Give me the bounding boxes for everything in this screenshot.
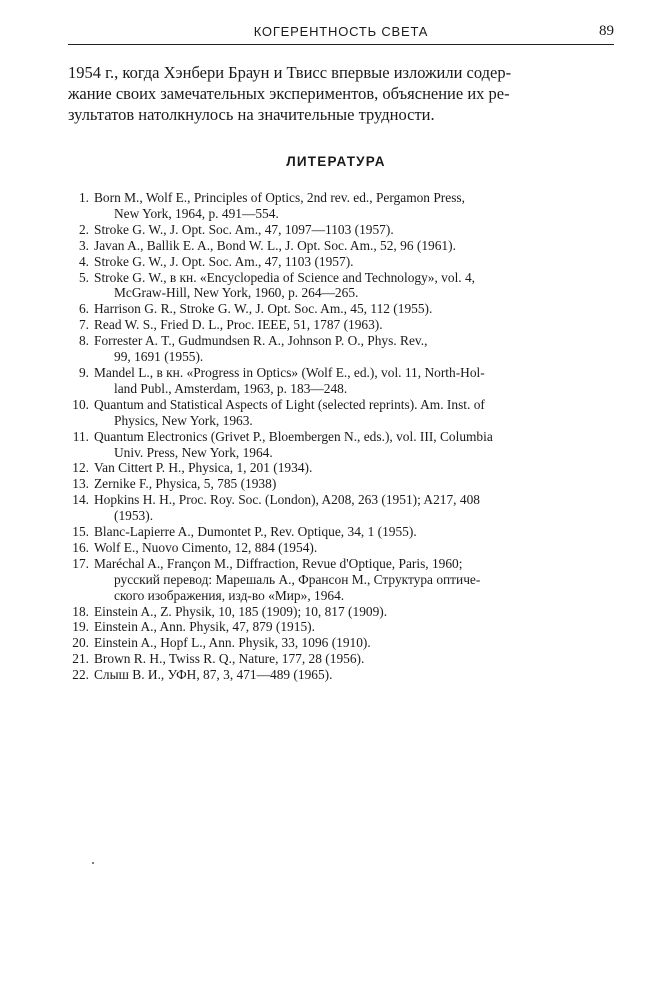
reference-line: Born M., Wolf E., Principles of Optics, 2nd rev. ed., Pergamon Press, [94,190,465,205]
reference-item [68,619,614,635]
reference-text [94,222,614,238]
reference-item [68,301,614,317]
reference-number: 4. [78,253,89,269]
reference-text [94,333,614,365]
references-list [68,190,614,683]
page-number: 89 [599,23,614,39]
reference-item [68,604,614,620]
reference-text [94,619,614,635]
reference-line: New York, 1964, p. 491—554. [114,205,279,221]
reference-number: 12. [72,460,89,476]
reference-item [68,667,614,683]
reference-item [68,190,614,222]
reference-number: 10. [72,396,89,412]
reference-text [94,397,614,429]
reference-number: 9. [78,364,89,380]
reference-number: 15. [72,524,89,540]
reference-line: Mandel L., в кн. «Progress in Optics» (Wolf E., ed.), vol. 11, North-Hol- [94,364,485,380]
reference-text [94,635,614,651]
reference-line: Maréchal A., Françon M., Diffraction, Revue d'Optique, Paris, 1960; [94,555,463,571]
reference-number: 14. [72,492,89,508]
reference-item [68,540,614,556]
running-title: КОГЕРЕНТНОСТЬ СВЕТА [253,24,429,39]
reference-line: Read W. S., Fried D. L., Proc. IEEE, 51, 1787 (1963). [94,317,383,333]
reference-text [94,524,614,540]
reference-number: 7. [78,317,89,333]
reference-text [94,460,614,476]
reference-text [94,254,614,270]
reference-text [94,556,614,604]
reference-number: 2. [78,221,89,237]
reference-line: Einstein A., Z. Physik, 10, 185 (1909); 10, 817 (1909). [94,603,388,619]
reference-line: 99, 1691 (1955). [114,349,204,365]
reference-item [68,476,614,492]
reference-text [94,190,614,222]
reference-number: 16. [72,539,89,555]
reference-text [94,365,614,397]
reference-item [68,492,614,524]
reference-number: 21. [72,651,89,667]
reference-line: Stroke G. W., J. Opt. Soc. Am., 47, 1097—1103 (1957). [94,221,394,237]
reference-text [94,238,614,254]
reference-number: 3. [78,237,89,253]
reference-item [68,556,614,604]
reference-line: (1953). [114,508,154,524]
reference-number: 19. [72,619,89,635]
reference-line: Forrester A. T., Gudmundsen R. A., Johnson P. O., Phys. Rev., [94,333,428,349]
reference-line: Brown R. H., Twiss R. Q., Nature, 177, 28 (1956). [94,651,365,667]
reference-item [68,429,614,461]
reference-number: 6. [78,301,89,317]
reference-text [94,476,614,492]
reference-text [94,270,614,302]
print-speck [92,862,94,864]
reference-line: Quantum and Statistical Aspects of Light (selected reprints). Am. Inst. of [94,396,485,412]
reference-line: Stroke G. W., J. Opt. Soc. Am., 47, 1103 (1957). [94,253,354,269]
reference-line: Wolf E., Nuovo Cimento, 12, 884 (1954). [94,539,318,555]
reference-text [94,429,614,461]
reference-item [68,524,614,540]
reference-number: 8. [78,333,89,349]
reference-number: 13. [72,476,89,492]
reference-line: Blanc-Lapierre A., Dumontet P., Rev. Optique, 34, 1 (1955). [94,524,417,540]
reference-line: Van Cittert P. H., Physica, 1, 201 (1934). [94,460,313,476]
reference-line: Einstein A., Hopf L., Ann. Physik, 33, 1096 (1910). [94,635,371,651]
intro-line: зультатов натолкнулось на значительные трудности. [68,105,435,124]
intro-paragraph [68,62,614,125]
reference-item [68,460,614,476]
reference-line: Quantum Electronics (Grivet P., Bloembergen N., eds.), vol. III, Columbia [94,428,493,444]
reference-text [94,301,614,317]
reference-line: Javan A., Ballik E. A., Bond W. L., J. Opt. Soc. Am., 52, 96 (1961). [94,237,456,253]
reference-number: 17. [72,555,89,571]
reference-item [68,254,614,270]
reference-item [68,651,614,667]
reference-line: Univ. Press, New York, 1964. [114,444,273,460]
running-header [68,22,614,45]
reference-text [94,317,614,333]
reference-item [68,222,614,238]
reference-line: Stroke G. W., в кн. «Encyclopedia of Science and Technology», vol. 4, [94,269,476,285]
reference-line: Harrison G. R., Stroke G. W., J. Opt. Soc. Am., 45, 112 (1955). [94,301,433,317]
reference-item [68,238,614,254]
reference-line: Einstein A., Ann. Physik, 47, 879 (1915). [94,619,315,635]
reference-line: Hopkins H. H., Proc. Roy. Soc. (London), A208, 263 (1951); A217, 408 [94,492,480,508]
reference-line: Слыш В. И., УФН, 87, 3, 471—489 (1965). [94,667,333,683]
reference-text [94,492,614,524]
reference-item [68,397,614,429]
references-heading: ЛИТЕРАТУРА [286,154,386,169]
reference-number: 5. [78,269,89,285]
reference-number: 20. [72,635,89,651]
intro-line: жание своих замечательных экспериментов, объяснение их ре- [68,84,510,103]
reference-line: land Publ., Amsterdam, 1963, p. 183—248. [114,380,348,396]
reference-item [68,365,614,397]
intro-line: 1954 г., когда Хэнбери Браун и Твисс впервые изложили содер- [68,63,512,82]
reference-item [68,270,614,302]
reference-line: McGraw-Hill, New York, 1960, p. 264—265. [114,285,359,301]
reference-text [94,604,614,620]
reference-text [94,667,614,683]
reference-text [94,540,614,556]
reference-line: Physics, New York, 1963. [114,412,253,428]
reference-line: русский перевод: Марешаль А., Франсон М., Структура оптиче- [114,571,481,587]
reference-number: 22. [72,667,89,683]
reference-item [68,317,614,333]
reference-number: 1. [78,190,89,205]
reference-line: Zernike F., Physica, 5, 785 (1938) [94,476,277,492]
reference-item [68,333,614,365]
reference-text [94,651,614,667]
reference-number: 11. [72,428,89,444]
reference-number: 18. [72,603,89,619]
reference-item [68,635,614,651]
reference-line: ского изображения, изд-во «Мир», 1964. [114,587,345,603]
